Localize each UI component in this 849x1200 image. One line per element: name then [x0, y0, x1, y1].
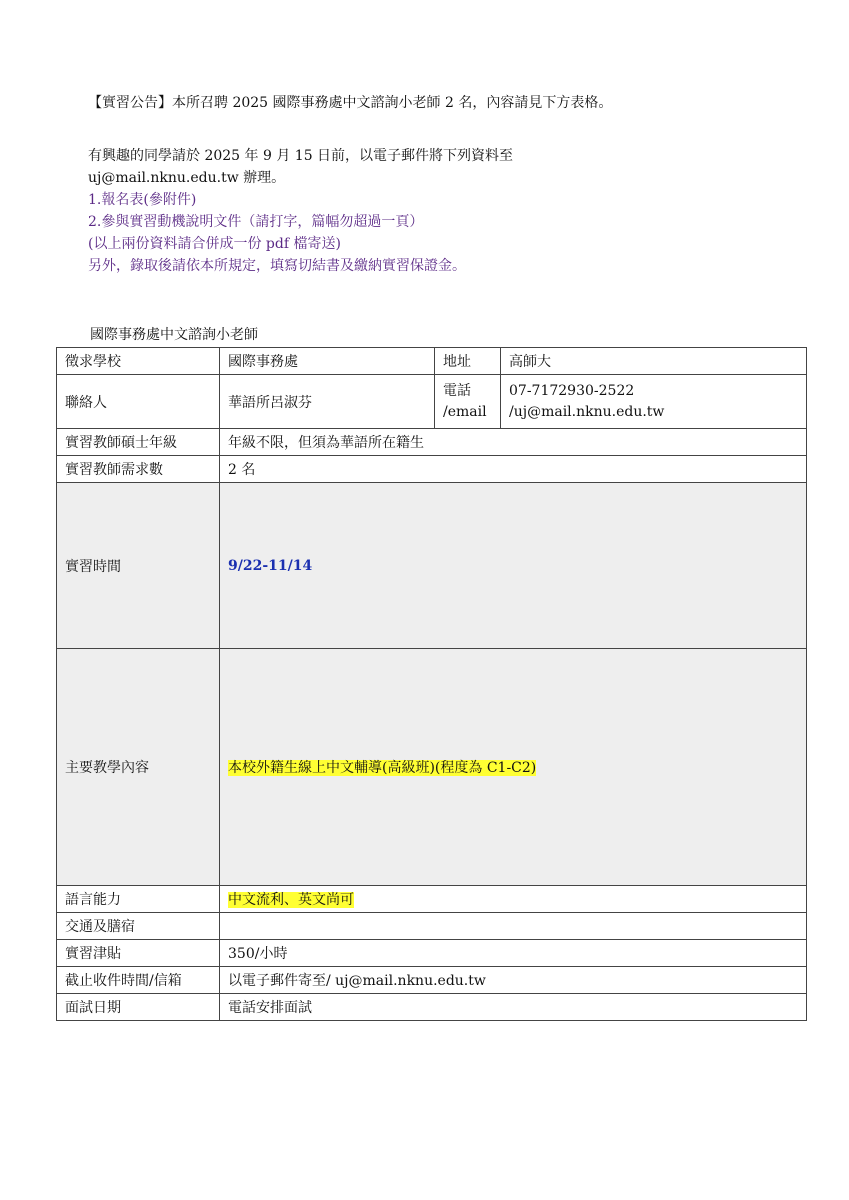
table-row: [57, 913, 807, 940]
email-value: /uj@mail.nknu.edu.tw: [509, 403, 665, 420]
transport-label: 交通及膳宿: [57, 913, 220, 940]
table-caption: 國際事務處中文諮詢小老師: [90, 327, 258, 343]
content-label: 主要教學內容: [57, 649, 220, 886]
time-value: 9/22-11/14: [228, 557, 313, 574]
intro-line-1: 有興趣的同學請於 2025 年 9 月 15 日前，以電子郵件將下列資料至: [88, 148, 514, 164]
deadline-label: 截止收件時間/信箱: [57, 967, 220, 994]
transport-value: [220, 913, 807, 940]
address-value: 高師大: [501, 348, 807, 375]
intro-note: (以上兩份資料請合併成一份 pdf 檔寄送): [88, 236, 341, 252]
interview-label: 面試日期: [57, 994, 220, 1021]
table-row: [57, 967, 807, 994]
time-value-cell: [220, 483, 807, 649]
count-value: 2 名: [220, 456, 807, 483]
content-value-cell: [220, 649, 807, 886]
phone-value: 07-7172930-2522: [509, 382, 635, 399]
table-row: [57, 886, 807, 913]
lang-value-cell: [220, 886, 807, 913]
email-label: /email: [443, 403, 487, 420]
grade-label: 實習教師碩士年級: [57, 429, 220, 456]
count-label: 實習教師需求數: [57, 456, 220, 483]
grade-value: 年級不限，但須為華語所在籍生: [220, 429, 807, 456]
contact-value: 華語所呂淑芬: [220, 375, 435, 429]
phone-email-value: [501, 375, 807, 429]
intro-extra: 另外，錄取後請依本所規定，填寫切結書及繳納實習保證金。: [88, 258, 466, 274]
intro-item-1: 1.報名表(參附件): [88, 192, 197, 208]
address-label: 地址: [435, 348, 501, 375]
table-row: [57, 483, 807, 649]
notice-heading: 【實習公告】本所召聘 2025 國際事務處中文諮詢小老師 2 名，內容請見下方表格。: [88, 95, 613, 111]
contact-label: 聯絡人: [57, 375, 220, 429]
table-row: [57, 994, 807, 1021]
allowance-value: 350/小時: [220, 940, 807, 967]
table-row: [57, 429, 807, 456]
table-row: [57, 348, 807, 375]
recruitment-table: [56, 347, 807, 1021]
phone-label: 電話: [443, 382, 471, 399]
lang-value: 中文流利、英文尚可: [228, 892, 354, 908]
content-value: 本校外籍生線上中文輔導(高級班)(程度為 C1-C2): [228, 760, 537, 776]
lang-label: 語言能力: [57, 886, 220, 913]
interview-value: 電話安排面試: [220, 994, 807, 1021]
school-label: 徵求學校: [57, 348, 220, 375]
school-value: 國際事務處: [220, 348, 435, 375]
table-row: [57, 375, 807, 429]
intro-line-2: uj@mail.nknu.edu.tw 辦理。: [88, 170, 286, 186]
intro-block: [88, 145, 513, 277]
deadline-value: 以電子郵件寄至/ uj@mail.nknu.edu.tw: [220, 967, 807, 994]
table-row: [57, 456, 807, 483]
phone-email-label: [435, 375, 501, 429]
allowance-label: 實習津貼: [57, 940, 220, 967]
intro-item-2: 2.參與實習動機說明文件（請打字，篇幅勿超過一頁）: [88, 214, 424, 230]
table-row: [57, 940, 807, 967]
time-label: 實習時間: [57, 483, 220, 649]
table-row: [57, 649, 807, 886]
